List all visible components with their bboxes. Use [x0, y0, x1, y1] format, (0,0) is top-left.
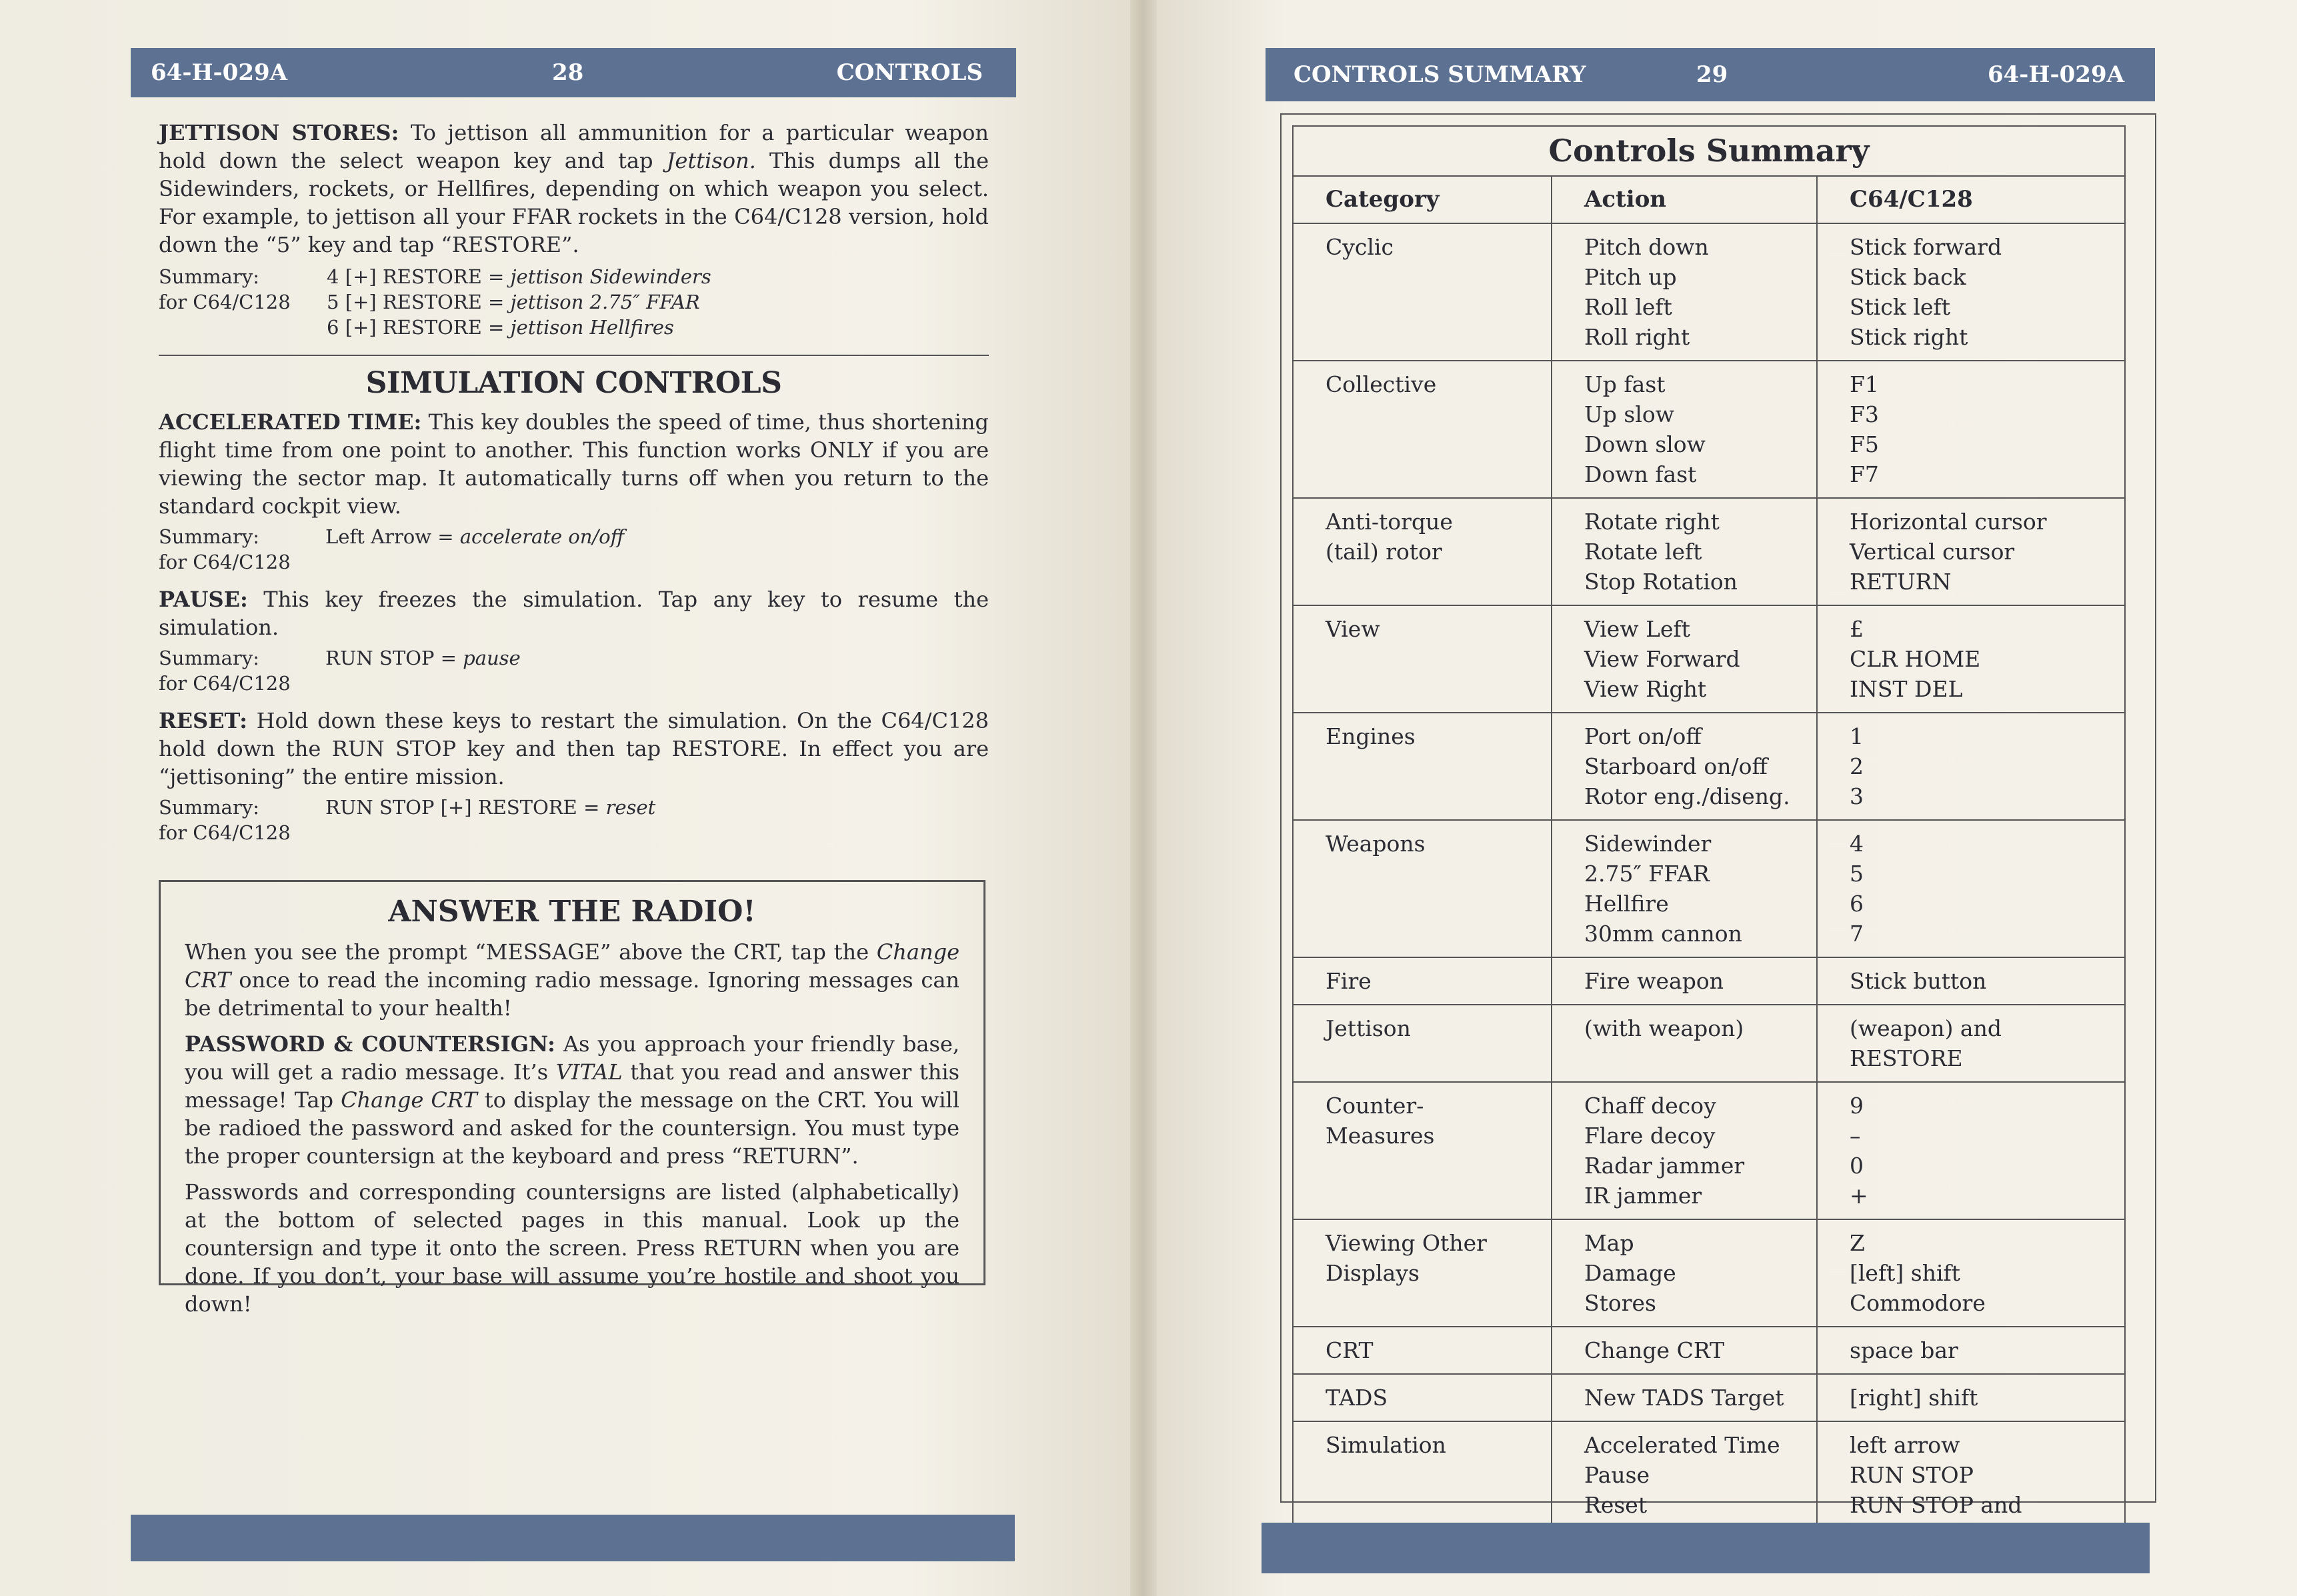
action-cell [1552, 605, 1817, 713]
right-section-title: CONTROLS SUMMARY [1294, 61, 1586, 88]
key-item: 9 [1850, 1093, 1864, 1119]
action-item: Up fast [1584, 371, 1666, 397]
key-cell [1817, 1374, 2125, 1421]
key-item: RUN STOP [1850, 1462, 1974, 1488]
reset-summary: Summary: RUN STOP [+] RESTORE = reset for C64/C128 [159, 796, 656, 844]
column-header: Action [1552, 176, 1817, 223]
table-header-row [1293, 176, 2125, 223]
key-item: Vertical cursor [1850, 539, 2015, 565]
table-row [1293, 1082, 2125, 1219]
table-body [1293, 223, 2125, 1559]
action-item: Down fast [1584, 461, 1697, 487]
action-item: Rotor eng./diseng. [1584, 783, 1790, 809]
table-row [1293, 498, 2125, 605]
key-item: RETURN [1850, 569, 1952, 595]
action-item: View Forward [1584, 646, 1740, 672]
action-item: View Right [1584, 676, 1707, 702]
action-item: Rotate right [1584, 509, 1720, 535]
left-footer-bar [131, 1515, 1015, 1561]
key-item: Horizontal cursor [1850, 509, 2047, 535]
right-header-bar [1266, 48, 2155, 101]
action-item: Starboard on/off [1584, 753, 1768, 779]
action-item: IR jammer [1584, 1183, 1702, 1209]
key-cell [1817, 1327, 2125, 1374]
table-row [1293, 1005, 2125, 1082]
divider [159, 355, 989, 356]
action-item: Sidewinder [1584, 831, 1712, 857]
key-cell [1817, 1005, 2125, 1082]
action-cell [1552, 1327, 1817, 1374]
action-item: Roll right [1584, 324, 1690, 350]
table-row [1293, 1374, 2125, 1421]
key-item: Z [1850, 1230, 1865, 1256]
radio-paragraph-3: Passwords and corresponding countersigns are listed (alphabetically) at the bottom of selected pages in this manual. Look up the countersign and type it onto the screen. Press RETURN when you are done. If you don’t, your base will assume you’re hostile and shoot you down! [185, 1179, 959, 1317]
answer-radio-box [159, 880, 985, 1317]
category-cell: Counter- Measures [1293, 1082, 1552, 1219]
action-item: Flare decoy [1584, 1123, 1716, 1149]
jettison-paragraph: JETTISON STORES: To jettison all ammunition for a particular weapon hold down the select weapon key and tap Jettison. This dumps all the Sidewinders, rockets, or Hellfires, depending on which weapon you select. For example, to jettison all your FFAR rockets in the C64/C128 version, hold down the “5” key and tap “RESTORE”. [159, 120, 989, 257]
action-cell [1552, 1374, 1817, 1421]
key-item: Stick button [1850, 968, 1987, 994]
key-item: CLR HOME [1850, 646, 1981, 672]
pause-paragraph: PAUSE: This key freezes the simulation. Tap any key to resume the simulation. [159, 587, 989, 640]
table-row [1293, 1219, 2125, 1327]
left-section-title: CONTROLS [836, 59, 983, 86]
action-cell [1552, 713, 1817, 820]
key-item: RUN STOP and [1850, 1492, 2022, 1518]
key-item: Commodore [1850, 1290, 1986, 1316]
action-item: Hellfire [1584, 891, 1669, 917]
right-page-number: 29 [1696, 61, 1728, 88]
action-item: New TADS Target [1584, 1385, 1784, 1411]
controls-summary-table [1292, 125, 2126, 1559]
action-item: Radar jammer [1584, 1153, 1745, 1179]
accelerated-time-paragraph: ACCELERATED TIME: This key doubles the speed of time, thus shortening flight time from one point to another. This function works ONLY if you are viewing the sector map. It automatically turns off when you return to the standard cockpit view. [159, 409, 989, 519]
key-cell [1817, 498, 2125, 605]
action-item: 2.75″ FFAR [1584, 861, 1710, 887]
key-cell [1817, 361, 2125, 498]
left-page-number: 28 [552, 59, 584, 86]
action-item: Roll left [1584, 294, 1672, 320]
action-item: Down slow [1584, 431, 1706, 457]
key-item: 3 [1850, 783, 1864, 809]
key-item: 5 [1850, 861, 1864, 887]
action-item: (with weapon) [1584, 1015, 1744, 1041]
action-cell [1552, 498, 1817, 605]
action-item: Chaff decoy [1584, 1093, 1716, 1119]
action-cell [1552, 223, 1817, 361]
table-row [1293, 223, 2125, 361]
column-header: Category [1293, 176, 1552, 223]
key-item: Stick right [1850, 324, 1968, 350]
category-cell: Collective [1293, 361, 1552, 498]
action-item: Map [1584, 1230, 1634, 1256]
key-item: F7 [1850, 461, 1879, 487]
category-cell: TADS [1293, 1374, 1552, 1421]
action-item: 30mm cannon [1584, 921, 1742, 947]
key-item: 7 [1850, 921, 1864, 947]
key-item: 2 [1850, 753, 1864, 779]
action-item: Reset [1584, 1492, 1648, 1518]
left-header-bar [131, 48, 1016, 97]
key-cell [1817, 223, 2125, 361]
key-item: F5 [1850, 431, 1879, 457]
right-doc-code: 64-H-029A [1987, 61, 2124, 88]
key-item: F1 [1850, 371, 1879, 397]
key-item: [right] shift [1850, 1385, 1978, 1411]
action-item: Rotate left [1584, 539, 1702, 565]
key-item: 1 [1850, 723, 1864, 749]
action-item: Fire weapon [1584, 968, 1724, 994]
category-cell: Weapons [1293, 820, 1552, 957]
left-doc-code: 64-H-029A [151, 59, 288, 86]
column-header: C64/C128 [1817, 176, 2125, 223]
left-content [159, 119, 989, 845]
action-item: Port on/off [1584, 723, 1702, 749]
action-item: Accelerated Time [1584, 1432, 1780, 1458]
key-item: 6 [1850, 891, 1864, 917]
category-cell: Jettison [1293, 1005, 1552, 1082]
key-item: Stick forward [1850, 234, 2002, 260]
action-item: Up slow [1584, 401, 1675, 427]
key-item: (weapon) and RESTORE [1850, 1015, 2002, 1071]
table-row [1293, 1327, 2125, 1374]
key-item: 0 [1850, 1153, 1864, 1179]
action-item: Change CRT [1584, 1337, 1725, 1363]
key-cell [1817, 1219, 2125, 1327]
action-cell [1552, 1082, 1817, 1219]
category-cell: Engines [1293, 713, 1552, 820]
table-row [1293, 605, 2125, 713]
action-item: Pitch down [1584, 234, 1709, 260]
radio-paragraph-2: PASSWORD & COUNTERSIGN: As you approach your friendly base, you will get a radio message. It’s VITAL that you read and answer this message! Tap Change CRT to display the message on the CRT. You will be radioed the password and asked for the countersign. You must type the proper countersign at the keyboard and press “RETURN”. [185, 1031, 960, 1169]
key-item: [left] shift [1850, 1260, 1961, 1286]
action-item: Stores [1584, 1290, 1656, 1316]
table-row [1293, 713, 2125, 820]
pause-summary: Summary: RUN STOP = pause for C64/C128 [159, 647, 521, 695]
key-item: Stick left [1850, 294, 1950, 320]
key-cell [1817, 713, 2125, 820]
radio-paragraph-1: When you see the prompt “MESSAGE” above the CRT, tap the Change CRT once to read the incoming radio message. Ignoring messages can be detrimental to your health! [185, 939, 959, 1021]
key-item: £ [1850, 616, 1864, 642]
category-cell: CRT [1293, 1327, 1552, 1374]
category-cell: Fire [1293, 957, 1552, 1005]
action-cell [1552, 1219, 1817, 1327]
action-item: Pause [1584, 1462, 1650, 1488]
action-cell [1552, 820, 1817, 957]
accelerated-time-summary: Summary: Left Arrow = accelerate on/off for C64/C128 [159, 525, 625, 573]
table-row [1293, 820, 2125, 957]
action-item: Pitch up [1584, 264, 1677, 290]
key-cell [1817, 820, 2125, 957]
action-item: View Left [1584, 616, 1690, 642]
action-cell [1552, 957, 1817, 1005]
category-cell: Anti-torque (tail) rotor [1293, 498, 1552, 605]
key-item: INST DEL [1850, 676, 1963, 702]
key-item: space bar [1850, 1337, 1958, 1363]
right-footer-bar [1262, 1523, 2150, 1573]
category-cell: Viewing Other Displays [1293, 1219, 1552, 1327]
reset-paragraph: RESET: Hold down these keys to restart the simulation. On the C64/C128 hold down the RUN STOP key and then tap RESTORE. In effect you are “jettisoning” the entire mission. [159, 708, 989, 789]
key-item: 4 [1850, 831, 1864, 857]
simulation-controls-heading: SIMULATION CONTROLS [365, 366, 782, 400]
action-item: Damage [1584, 1260, 1676, 1286]
key-cell [1817, 957, 2125, 1005]
answer-radio-title: ANSWER THE RADIO! [388, 895, 756, 929]
key-item: – [1850, 1123, 1861, 1149]
key-cell [1817, 1082, 2125, 1219]
category-cell: Cyclic [1293, 223, 1552, 361]
key-cell [1817, 605, 2125, 713]
table-row [1293, 361, 2125, 498]
jettison-summary: Summary: 4 [+] RESTORE = jettison Sidewinders for C64/C128 5 [+] RESTORE = jettison 2.75″ FFAR 6 [+] RESTORE = jettison Hellfires [159, 265, 711, 339]
category-cell: View [1293, 605, 1552, 713]
category-cell: Simulation [1293, 1421, 1552, 1559]
table-row [1293, 957, 2125, 1005]
key-item: left arrow [1850, 1432, 1960, 1458]
action-item: Stop Rotation [1584, 569, 1738, 595]
key-item: Stick back [1850, 264, 1966, 290]
action-cell [1552, 361, 1817, 498]
key-item: F3 [1850, 401, 1879, 427]
key-item: + [1850, 1183, 1868, 1209]
table-title: Controls Summary [1293, 126, 2125, 176]
action-cell [1552, 1005, 1817, 1082]
book-gutter [1130, 0, 1157, 1596]
